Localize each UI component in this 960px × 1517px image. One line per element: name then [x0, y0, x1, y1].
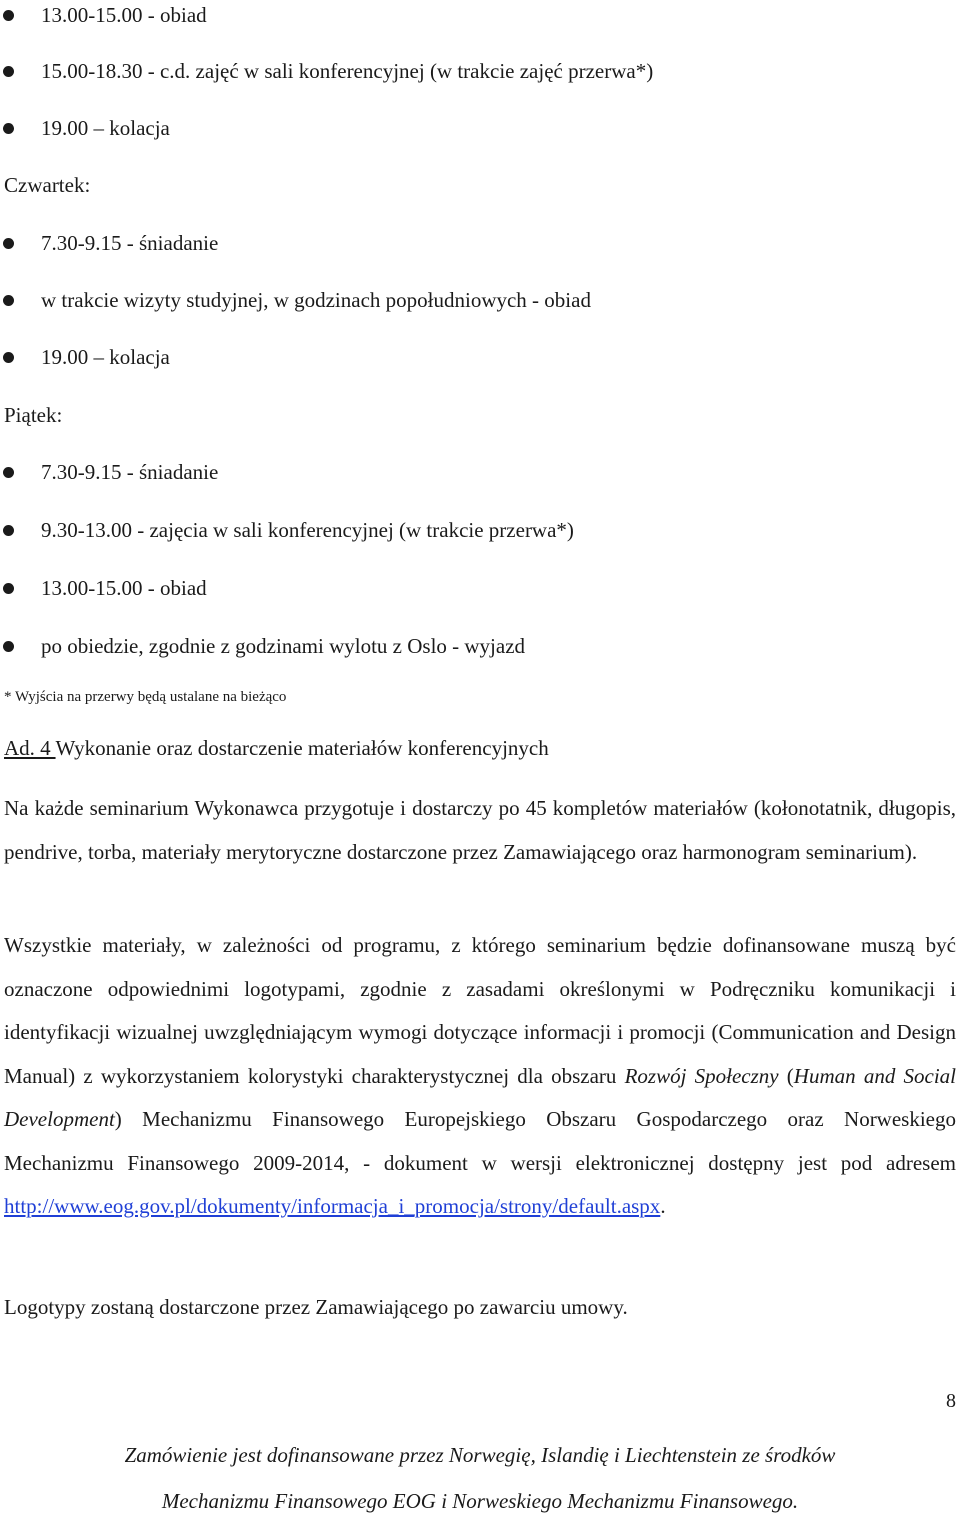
day-heading-friday: Piątek: — [4, 403, 63, 427]
section-heading — [4, 733, 549, 763]
schedule-item — [0, 342, 940, 372]
schedule-item-text: 19.00 – kolacja — [41, 116, 170, 140]
bullet-icon — [3, 123, 14, 134]
logotypes-paragraph — [4, 924, 956, 1229]
manual-link[interactable]: http://www.eog.gov.pl/dokumenty/informacja_i_promocja/strony/default.aspx — [4, 1194, 661, 1218]
schedule-item — [0, 285, 940, 315]
schedule-item-text: 7.30-9.15 - śniadanie — [41, 460, 219, 484]
program-name-en: Human and Social Development — [4, 1063, 956, 1131]
program-name-pl: Rozwój Społeczny — [624, 1063, 779, 1088]
schedule-item-text: 9.30-13.00 - zajęcia w sali konferencyjnej (w trakcie przerwa*) — [41, 518, 574, 542]
bullet-icon — [3, 10, 14, 21]
bullet-icon — [3, 66, 14, 77]
paragraph-text: ( — [778, 1063, 794, 1088]
break-footnote: * Wyjścia na przerwy będą ustalane na bieżąco — [4, 689, 287, 705]
section-title: Wykonanie oraz dostarczenie materiałów konferencyjnych — [55, 736, 549, 760]
bullet-icon — [3, 467, 14, 478]
schedule-item-text: 19.00 – kolacja — [41, 345, 170, 369]
footer-line: Mechanizmu Finansowego EOG i Norweskiego Mechanizmu Finansowego. — [161, 1489, 799, 1513]
schedule-item-text: w trakcie wizyty studyjnej, w godzinach popołudniowych - obiad — [41, 288, 591, 312]
paragraph-text: ) Mechanizmu Finansowego Europejskiego Obszaru Gospodarczego oraz Norweskiego Mechanizmu Finansowego 2009-2014, - dokument w wersji elektronicznej dostępny jest pod adresem — [4, 1107, 956, 1175]
schedule-item-text: 7.30-9.15 - śniadanie — [41, 231, 219, 255]
schedule-item — [0, 228, 940, 258]
footer-line: Zamówienie jest dofinansowane przez Norwegię, Islandię i Liechtenstein ze środków — [124, 1443, 836, 1467]
bullet-icon — [3, 352, 14, 363]
schedule-item — [0, 0, 940, 30]
bullet-icon — [3, 238, 14, 249]
page-number: 8 — [946, 1390, 956, 1412]
schedule-item-text: 13.00-15.00 - obiad — [41, 3, 207, 27]
schedule-item — [0, 515, 940, 545]
schedule-item — [0, 56, 940, 86]
bullet-icon — [3, 525, 14, 536]
schedule-item-text: 13.00-15.00 - obiad — [41, 576, 207, 600]
schedule-item — [0, 457, 940, 487]
bullet-icon — [3, 583, 14, 594]
day-heading-thursday: Czwartek: — [4, 173, 91, 197]
paragraph-text: Wszystkie materiały, w zależności od programu, z którego seminarium będzie dofinansowane muszą być oznaczone odpowiednimi logotypami, zgodnie z zasadami określonymi w Podręczniku komunikacji i identyfikacji wizualnej uwzględniającym wymogi dotyczące informacji i promocji (Communication and Design Manual) z wykorzystaniem kolorystyki charakterystycznej dla obszaru — [4, 933, 956, 1088]
schedule-item-text: 15.00-18.30 - c.d. zajęć w sali konferencyjnej (w trakcie zajęć przerwa*) — [41, 59, 654, 83]
schedule-item-text: po obiedzie, zgodnie z godzinami wylotu z Oslo - wyjazd — [41, 634, 526, 658]
section-number: Ad. 4 — [4, 736, 56, 760]
paragraph-text: . — [660, 1194, 666, 1218]
schedule-item — [0, 631, 940, 661]
logotypes-delivery-paragraph: Logotypy zostaną dostarczone przez Zamawiającego po zawarciu umowy. — [4, 1295, 628, 1319]
bullet-icon — [3, 295, 14, 306]
materials-paragraph: Na każde seminarium Wykonawca przygotuje i dostarczy po 45 kompletów materiałów (kołonotatnik, długopis, pendrive, torba, materiały merytoryczne dostarczone przez Zamawiającego oraz harmonogram seminarium). — [4, 796, 956, 864]
schedule-item — [0, 573, 940, 603]
schedule-item — [0, 113, 940, 143]
bullet-icon — [3, 641, 14, 652]
